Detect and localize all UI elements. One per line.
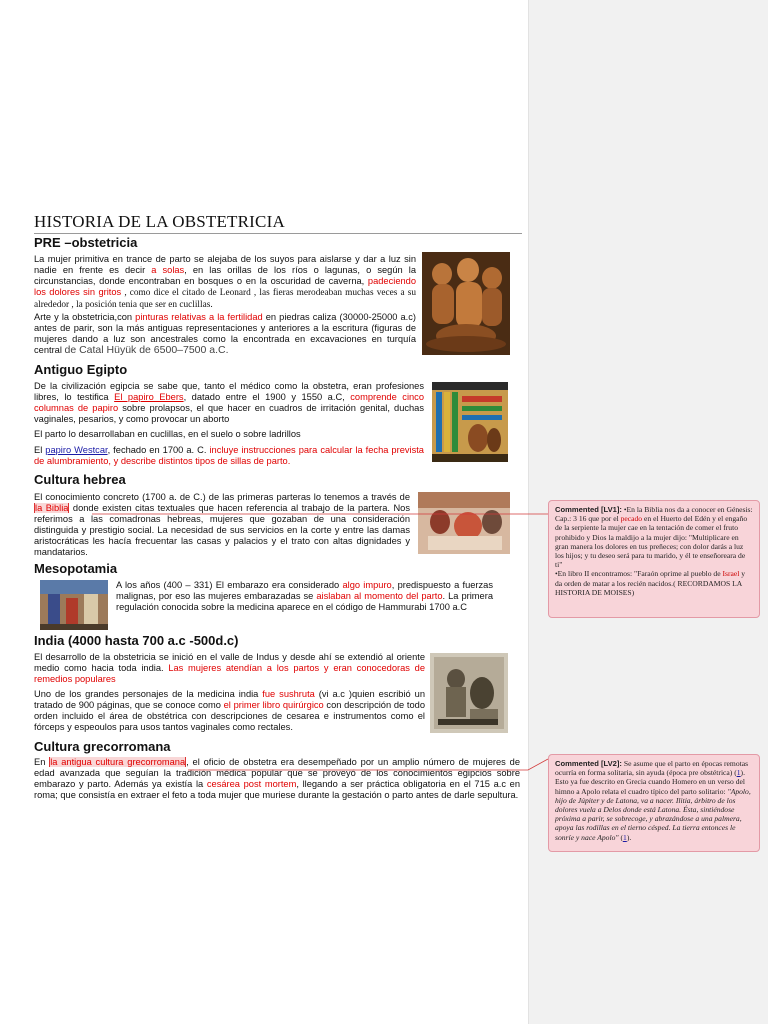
heading-cultura-hebrea: Cultura hebrea (34, 472, 126, 487)
heading-mesopotamia: Mesopotamia (34, 561, 118, 576)
paragraph-pre-1: La mujer primitiva en trance de parto se alejaba de los suyos para aislarse y dar a luz sin nadie en frente es decir a solas, en las orillas de los ríos o lagunas, o según la circunstancias, donde encontraban en bosques o en la oscuridad de caverna, padeciendo los dolores sin gritos , como dice el citado de Leonard , las fieras merodeaban muchas veces a su alrededor , la posición tenia que ser en cuclillas. (34, 254, 416, 310)
paragraph-egipto-1: De la civilización egipcia se sabe que, tanto el médico como la obstetra, eran profesiones libres, lo testifica El papiro Ebers, datado entre el 1900 y 1550 a.C, comprende cinco columnas de papiro sobre prolapsos, el que hacer en cuadros de irritación genital, duchas vaginales, pesarios, y como provocar un aborto (34, 381, 425, 424)
paragraph-egipto-3: El papiro Westcar, fechado en 1700 a. C. incluye instrucciones para calcular la fecha prevista de alumbramiento, y describe distintos tipos de sillas de parto. (34, 445, 424, 466)
heading-cultura-grecorromana: Cultura grecorromana (34, 739, 171, 754)
paragraph-greco-1: En la antigua cultura grecorromana, el oficio de obstetra era desempeñado por un amplio número de mujeres de edad avanzada que seguían la tradición médica popular que se proveyó de los conocimientos egipcios sobre embarazo y parto. Además ya existía la cesárea post mortem, llegando a ser práctica obligatoria en el 715 a.c en roma; que consistía en extraer el feto a toda mujer que muriese durante la gestación o parto antes de darle sepultura. (34, 757, 520, 800)
heading-pre-obstetricia: PRE –obstetricia (34, 235, 138, 250)
papiro-westcar-link[interactable]: papiro Westcar (45, 445, 108, 455)
comment-anchor-grecorromana[interactable]: la antigua cultura grecorromana (50, 757, 186, 767)
heading-india: India (4000 hasta 700 a.c -500d.c) (34, 633, 239, 648)
page-title: HISTORIA DE LA OBSTETRICIA (34, 212, 522, 234)
comment-lv1[interactable]: Commented [LV1]: •En la Biblia nos da a conocer en Génesis: Cap.: 3 16 que por el pecado en el Huerto del Edén y el engaño de la serpiente la mujer cae en la tentación de comer el fruto prohibido y Dios la maldijo a la mujer dijo: "Multiplicare en gran manera los dolores en tus preñeces; con dolor darás a luz los hijos; y tu deseo será para tu marido, y él te enseñoreara de ti" •En libro II encontramos: "Faraón oprime al pueblo de Israel y da orden de matar a los recién nacidos.( RECORDAMOS LA HISTORIA DE MOISES) (548, 500, 760, 618)
paragraph-india-2: Uno de los grandes personajes de la medicina india fue sushruta (vi a.c )quien escribió un tratado de 900 páginas, que se conoce como el primer libro quirúrgico con descripción de todo orden incluido el área de obstétrica con descripciones de cesarea e instrumentos como el fórceps y espeoulos para usos tantos vaginales como rectales. (34, 689, 425, 732)
paragraph-egipto-2: El parto lo desarrollaban en cuclillas, en el suelo o sobre ladrillos (34, 429, 301, 439)
paragraph-india-1: El desarrollo de la obstetricia se inició en el valle de Indus y desde ahí se extendió al oriente medio como hacia toda india. Las mujeres atendían a los partos y eran conocedoras de remedios populares (34, 652, 426, 684)
paragraph-mesopotamia-1: A los años (400 – 331) El embarazo era considerado algo impuro, predispuesto a fuerzas malignas, por eso las mujeres embarazadas se aislaban al momento del parto. La primera regulación conocida sobre la medicina aparece en el código de Hammurabi 1700 a.C (116, 580, 493, 612)
comment-anchor-la-biblia[interactable]: la Biblia (35, 503, 69, 513)
comment-lv2[interactable]: Commented [LV2]: Se asume que el parto en épocas remotas ocurría en forma solitaria, sin ayuda (época pre obstétrica) (1). Esto ya fue descrito en Grecia cuando Homero en un verso del himno a Apolo relata el cuadro típico del parto solitario: "Apolo, hijo de Júpiter y de Latona, va a nacer. Ilitia, árbitro de los dolores vuela a Delos donde está Latona. Ésta, sintiéndose próxima a parir, se sobrecoge, y abrazándose a una palmera, apoya las rodillas en el tierno césped. La tierra entonces le sonríe y nace Apolo" (1). (548, 754, 760, 852)
heading-antiguo-egipto: Antiguo Egipto (34, 362, 128, 377)
connector-lv2 (188, 759, 548, 770)
paragraph-pre-2: Arte y la obstetricia,con pinturas relativas a la fertilidad en piedras caliza (30000-25000 a.c) antes de parir, son la más antiguas representaciones y anteriores a la escritura (figuras de mujeres dando a luz son ancestrales como la encontrada en excavaciones en turquía central de Catal Hüyük de 6500–7500 a.C. (34, 312, 416, 356)
paragraph-hebrea-1: El conocimiento concreto (1700 a. de C.) de las primeras parteras lo tenemos a través de la Biblia donde existen citas textuales que hacen referencia al trabajo de la partera. Nos referimos a las comadronas hebreas, mujeres que gozaban de una consideración distinguida y prestigio social. La necesidad de sus servicios en la corte y entre las damas aristocráticas les hacía frecuentar las casas y palacios y el trato con altas dignidades y mandatarios. (34, 492, 410, 557)
